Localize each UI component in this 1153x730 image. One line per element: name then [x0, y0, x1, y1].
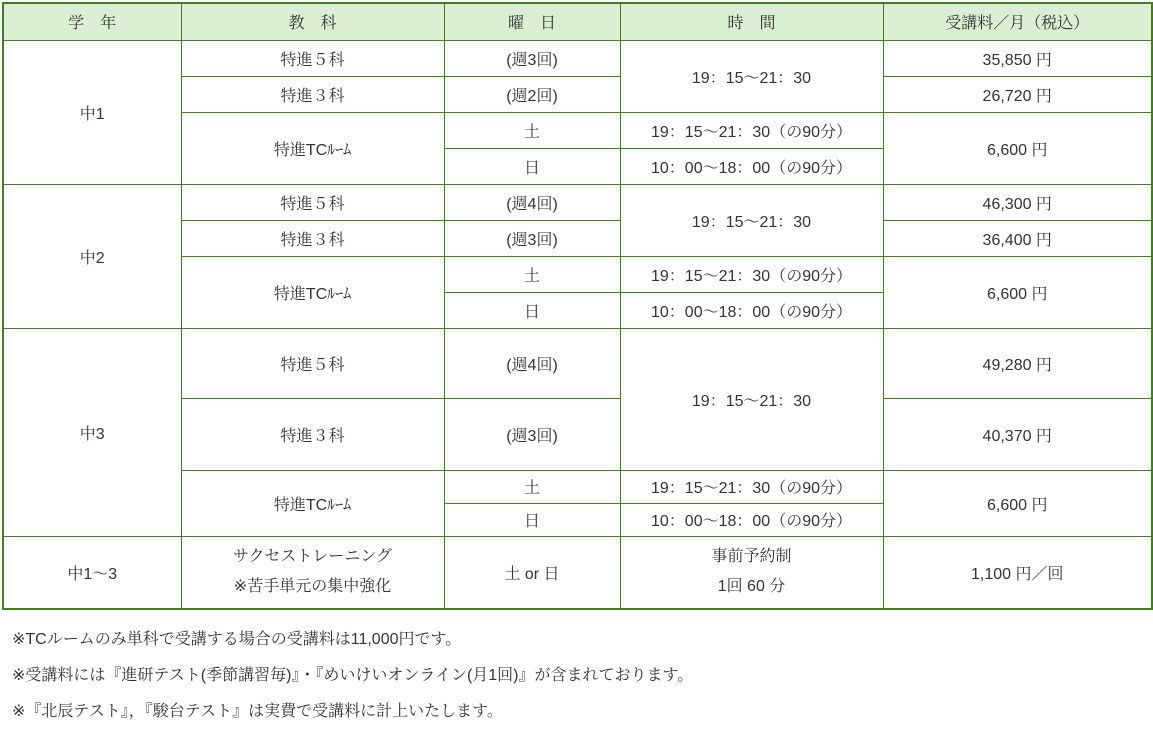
- fee-cell: 1,100 円／回: [883, 536, 1152, 609]
- subject-cell: 特進３科: [181, 220, 444, 256]
- fee-cell: 6,600 円: [883, 112, 1152, 184]
- day-cell-sat: 土: [444, 256, 620, 292]
- time-cell: 10：00～18：00（の90分）: [620, 503, 883, 536]
- day-cell: (週4回): [444, 328, 620, 398]
- time-cell: 19：15～21：30（の90分）: [620, 470, 883, 503]
- tuition-fee-table: [2, 2, 1153, 610]
- subject-cell: 特進３科: [181, 398, 444, 470]
- fee-cell: 36,400 円: [883, 220, 1152, 256]
- day-cell: (週4回): [444, 184, 620, 220]
- time-cell: 19：15～21：30（の90分）: [620, 112, 883, 148]
- time-cell: 10：00～18：00（の90分）: [620, 148, 883, 184]
- day-cell-sun: 日: [444, 148, 620, 184]
- day-cell: (週2回): [444, 76, 620, 112]
- footnotes: [2, 610, 1151, 730]
- time-cell: 19：15～21：30（の90分）: [620, 256, 883, 292]
- day-cell-sat: 土: [444, 112, 620, 148]
- grade-cell-chu3: 中3: [3, 328, 181, 536]
- header-cell-grade: 学 年: [3, 3, 181, 40]
- day-cell: (週3回): [444, 220, 620, 256]
- table-row: [3, 328, 1152, 398]
- subject-cell-success: [181, 536, 444, 609]
- subject-cell-tc: 特進TCﾙｰﾑ: [181, 470, 444, 536]
- day-cell-sat: 土: [444, 470, 620, 503]
- subject-cell: 特進５科: [181, 328, 444, 398]
- subject-cell: 特進３科: [181, 76, 444, 112]
- note-line: ※『北辰テスト』，『駿台テスト』は実費で受講料に計上いたします。: [12, 703, 503, 720]
- subject-line-1: サクセストレーニング: [232, 548, 393, 566]
- header-cell-fee: 受講料／月（税込）: [883, 3, 1152, 40]
- fee-cell: 6,600 円: [883, 256, 1152, 328]
- subject-cell: 特進５科: [181, 184, 444, 220]
- time-cell: 10：00～18：00（の90分）: [620, 292, 883, 328]
- table-row: [3, 40, 1152, 76]
- day-cell: 土 or 日: [444, 536, 620, 609]
- time-cell-success: [620, 536, 883, 609]
- subject-line-2: ※苦手単元の集中強化: [233, 578, 392, 596]
- day-cell-sun: 日: [444, 292, 620, 328]
- subject-cell-tc: 特進TCﾙｰﾑ: [181, 112, 444, 184]
- note-line: ※TCルームのみ単科で受講する場合の受講料は11,000円です。: [12, 631, 462, 648]
- grade-cell-chu2: 中2: [3, 184, 181, 328]
- fee-cell: 49,280 円: [883, 328, 1152, 398]
- grade-cell-chu1to3: 中1～3: [3, 536, 181, 609]
- day-cell-sun: 日: [444, 503, 620, 536]
- grade-cell-chu1: 中1: [3, 40, 181, 184]
- time-cell: 19：15～21：30: [620, 184, 883, 256]
- time-cell: 19：15～21：30: [620, 40, 883, 112]
- fee-cell: 6,600 円: [883, 470, 1152, 536]
- fee-cell: 35,850 円: [883, 40, 1152, 76]
- fee-cell: 46,300 円: [883, 184, 1152, 220]
- table-row: [3, 184, 1152, 220]
- subject-cell-tc: 特進TCﾙｰﾑ: [181, 256, 444, 328]
- header-cell-day: 曜 日: [444, 3, 620, 40]
- time-line-2: 1回 60 分: [717, 578, 786, 596]
- time-line-1: 事前予約制: [711, 548, 792, 566]
- day-cell: (週3回): [444, 398, 620, 470]
- note-line: ※受講料には『進研テスト(季節講習毎)』・『めいけいオンライン(月1回)』が含まれております。: [12, 667, 694, 684]
- header-row: [3, 3, 1152, 40]
- subject-cell: 特進５科: [181, 40, 444, 76]
- header-cell-time: 時 間: [620, 3, 883, 40]
- fee-cell: 40,370 円: [883, 398, 1152, 470]
- header-cell-subject: 教 科: [181, 3, 444, 40]
- fee-cell: 26,720 円: [883, 76, 1152, 112]
- time-cell: 19：15～21：30: [620, 328, 883, 470]
- day-cell: (週3回): [444, 40, 620, 76]
- table-row-success: [3, 536, 1152, 609]
